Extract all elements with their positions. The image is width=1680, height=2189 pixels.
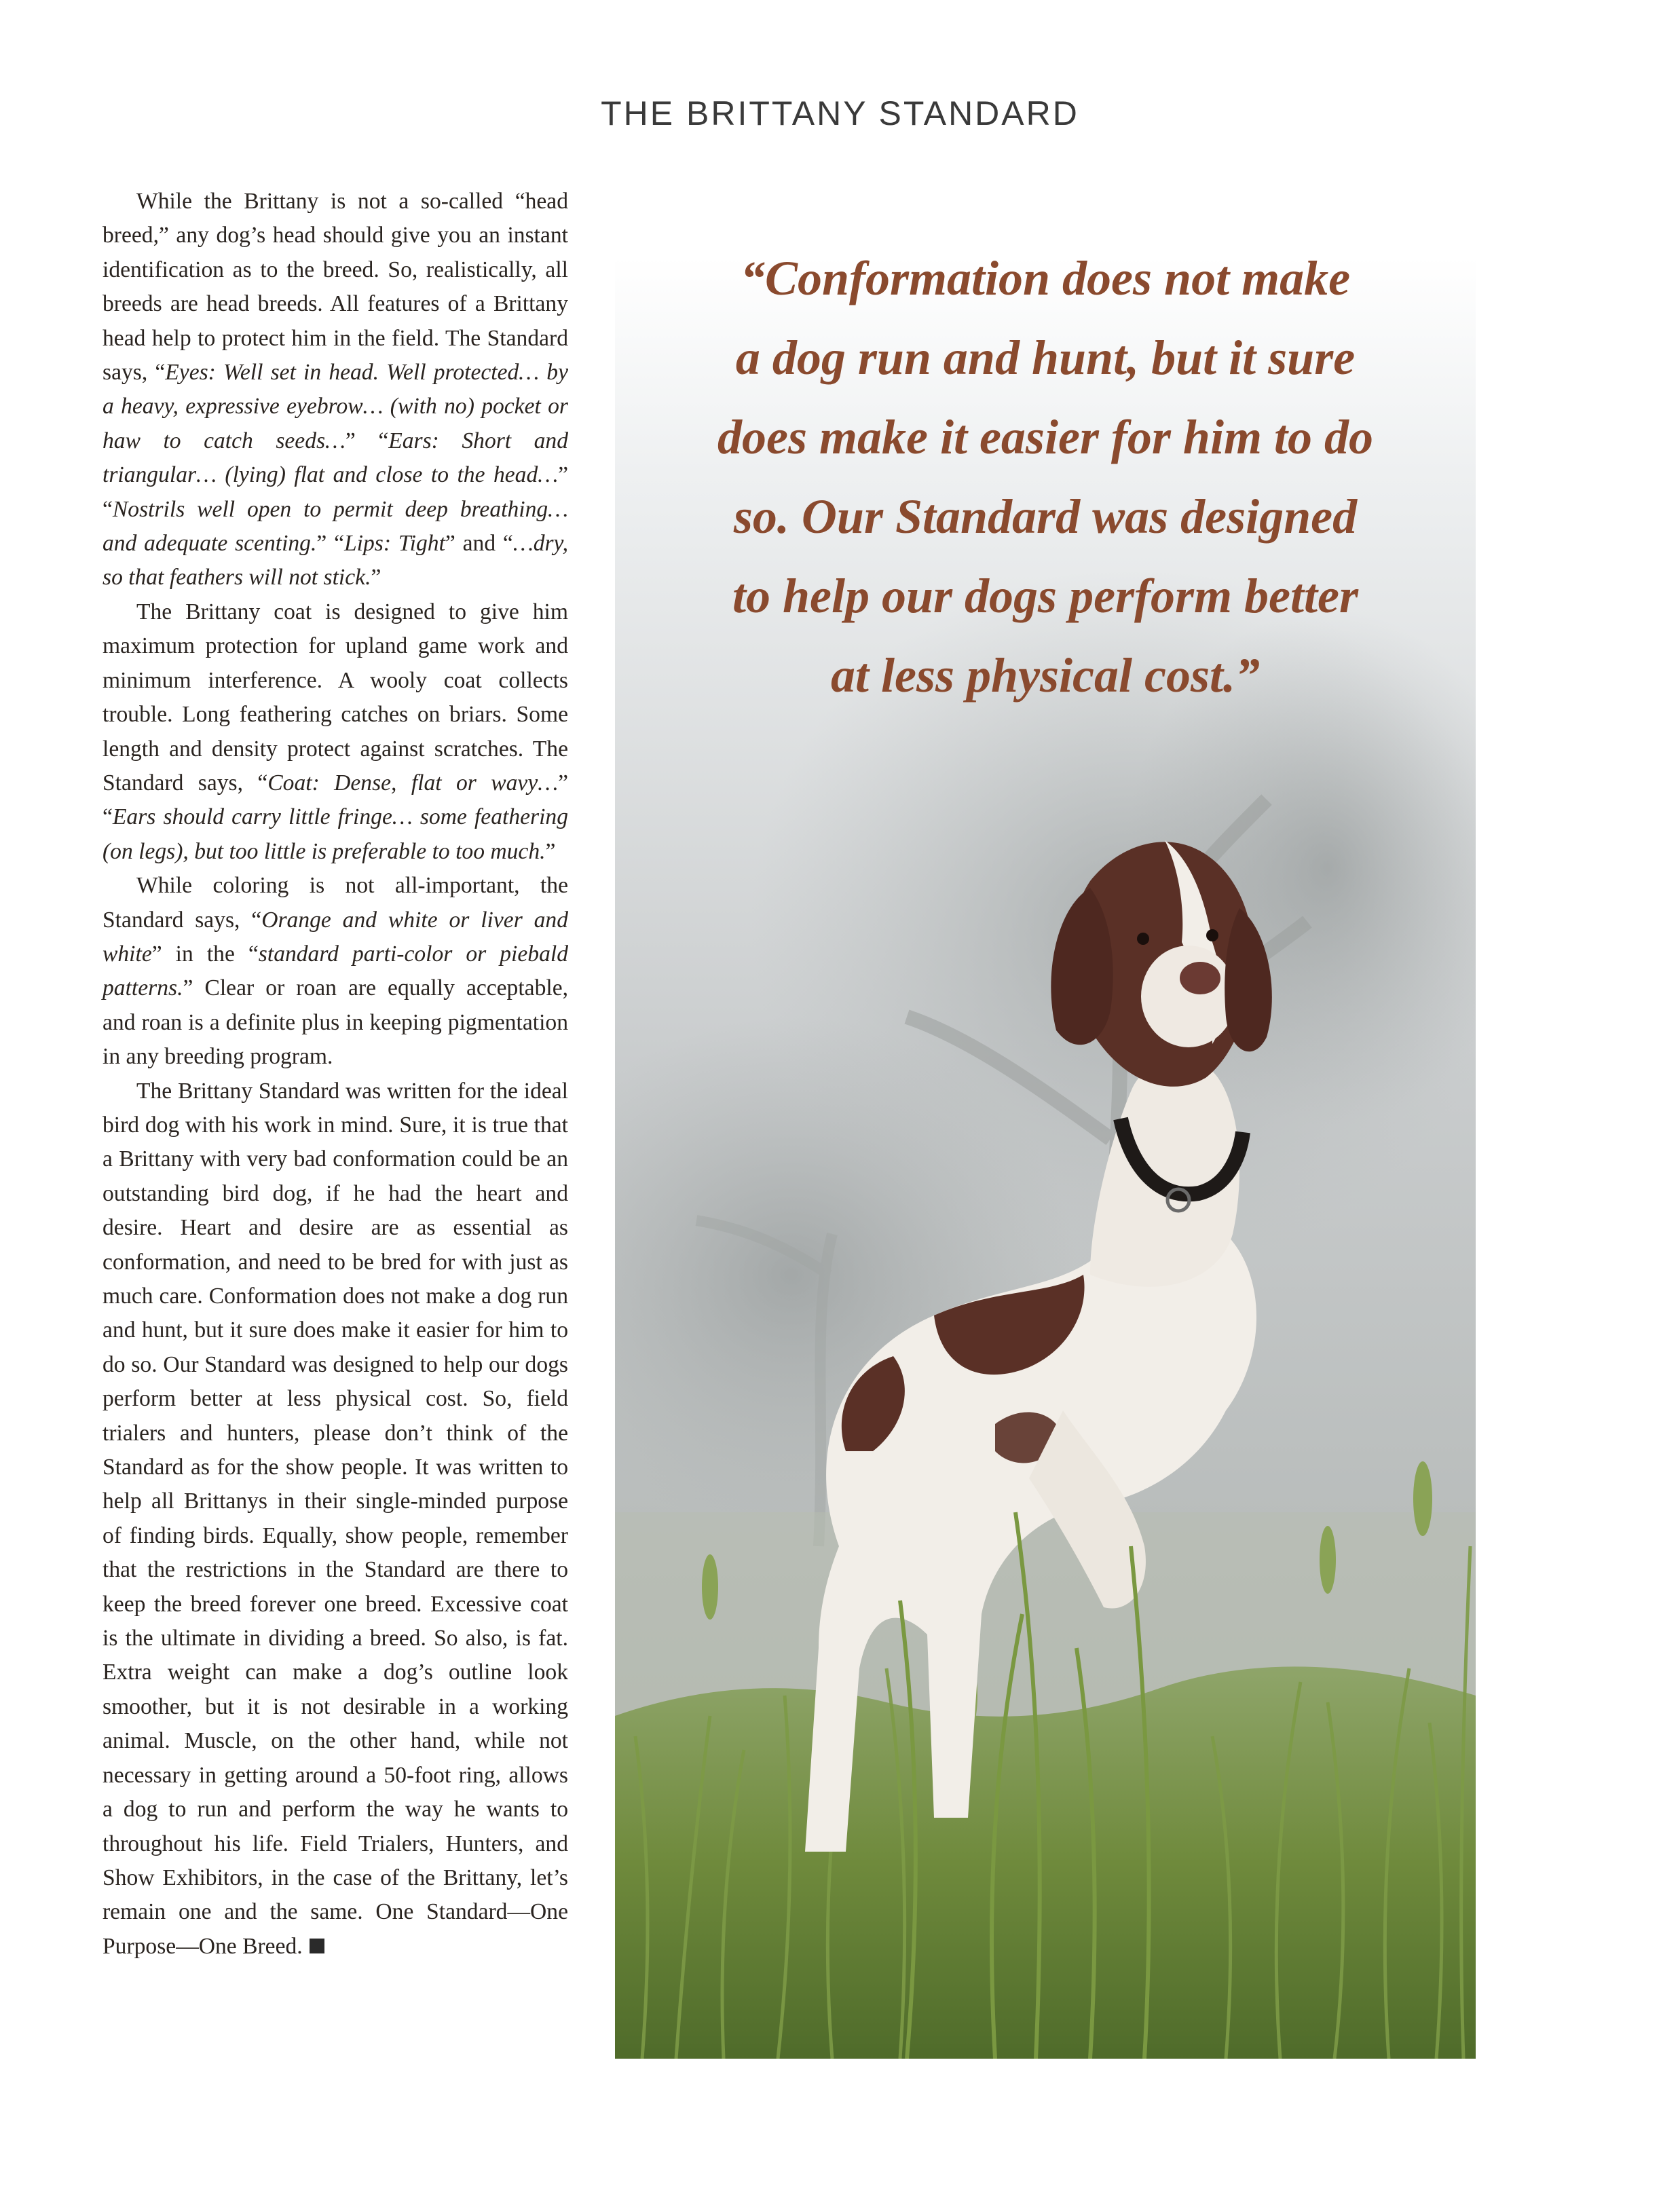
pull-quote xyxy=(652,239,1439,715)
body-text: ” xyxy=(371,565,381,591)
article-paragraph xyxy=(102,185,568,595)
quoted-standard-text: Ears: Short and triangular… (lying) flat and close to the head… xyxy=(102,428,569,488)
pull-quote-line: does make it easier for him to do xyxy=(717,410,1373,464)
pull-quote-line: so. Our Standard was designed xyxy=(733,489,1358,544)
body-text: While the Brittany is not a so-called “head breed,” any dog’s head should give you an instant identification as to the breed. So, realistically, all breeds are head breeds. All features of a Brittany head help to protect him in the field. The Standard says, “ xyxy=(102,189,568,386)
body-text: ” “ xyxy=(102,770,568,830)
quoted-standard-text: Eyes: Well set in head. Well protected… by a heavy, expressive eyebrow… (with no) pocket or haw to catch seeds… xyxy=(102,360,568,453)
body-text: ” and “ xyxy=(445,531,513,557)
quoted-standard-text: Ears should carry little fringe… some feathering (on legs), but too little is preferable to too much. xyxy=(102,804,568,864)
pull-quote-line: “Conformation does not make xyxy=(740,251,1351,305)
pull-quote-line: at less physical cost.” xyxy=(831,648,1260,703)
quoted-standard-text: …dry, so that feathers will not stick. xyxy=(102,531,569,591)
quoted-standard-text: Orange and white or liver and white xyxy=(102,907,568,967)
body-text: ” “ xyxy=(316,531,344,557)
article-body xyxy=(102,185,568,1964)
body-text: ” in the “ xyxy=(151,941,259,967)
pull-quote-line: a dog run and hunt, but it sure xyxy=(735,331,1356,385)
body-text: ” “ xyxy=(345,428,389,453)
pull-quote-line: to help our dogs perform better xyxy=(732,569,1358,623)
article-paragraph xyxy=(102,869,568,1074)
end-mark-icon xyxy=(310,1939,324,1953)
quoted-standard-text: Nostrils well open to permit deep breathing… and adequate scenting. xyxy=(102,496,568,557)
body-text: The Brittany coat is designed to give him maximum protection for upland game work and minimum interference. A wooly coat collects trouble. Long feathering catches on briars. Some length and density protect against scratches. The Standard says, “ xyxy=(102,599,568,796)
body-text: ” “ xyxy=(102,462,568,522)
body-text: ” Clear or roan are equally acceptable, and roan is a definite plus in keeping pigmentation in any breeding program. xyxy=(102,975,568,1070)
body-text: ” xyxy=(545,838,556,864)
quoted-standard-text: Coat: Dense, flat or wavy… xyxy=(267,770,559,796)
article-paragraph xyxy=(102,1074,568,1964)
quoted-standard-text: Lips: Tight xyxy=(344,531,445,557)
body-text: While coloring is not all-important, the Standard says, “ xyxy=(102,873,568,933)
article-paragraph xyxy=(102,595,568,869)
body-text: The Brittany Standard was written for the ideal bird dog with his work in mind. Sure, it is true that a Brittany with very bad conformation could be an outstanding bird dog, if he had the heart and desire. Heart and desire are as essential as conformation, and need to be bred for with just as much care. Conformation does not make a dog run and hunt, but it sure does make it easier for him to do so. Our Standard was designed to help our dogs perform better at less physical cost. So, field trialers and hunters, please don’t think of the Standard as for the show people. It was written to help all Brittanys in their single-minded purpose of finding birds. Equally, show people, remember that the restrictions in the Standard are there to keep the breed forever one breed. Excessive coat is the ultimate in dividing a breed. So also, is fat. Extra weight can make a dog’s outline look smoother, but it is not desirable in a working animal. Muscle, on the other hand, while not necessary in getting around a 50-foot ring, allows a dog to run and perform the way he wants to throughout his life. Field Trialers, Hunters, and Show Exhibitors, in the case of the Brittany, let’s remain one and the same. One Standard—One Purpose—One Breed. xyxy=(102,1078,568,1959)
quoted-standard-text: standard parti-color or piebald patterns. xyxy=(102,941,568,1001)
running-head: THE BRITTANY STANDARD xyxy=(601,94,1079,132)
